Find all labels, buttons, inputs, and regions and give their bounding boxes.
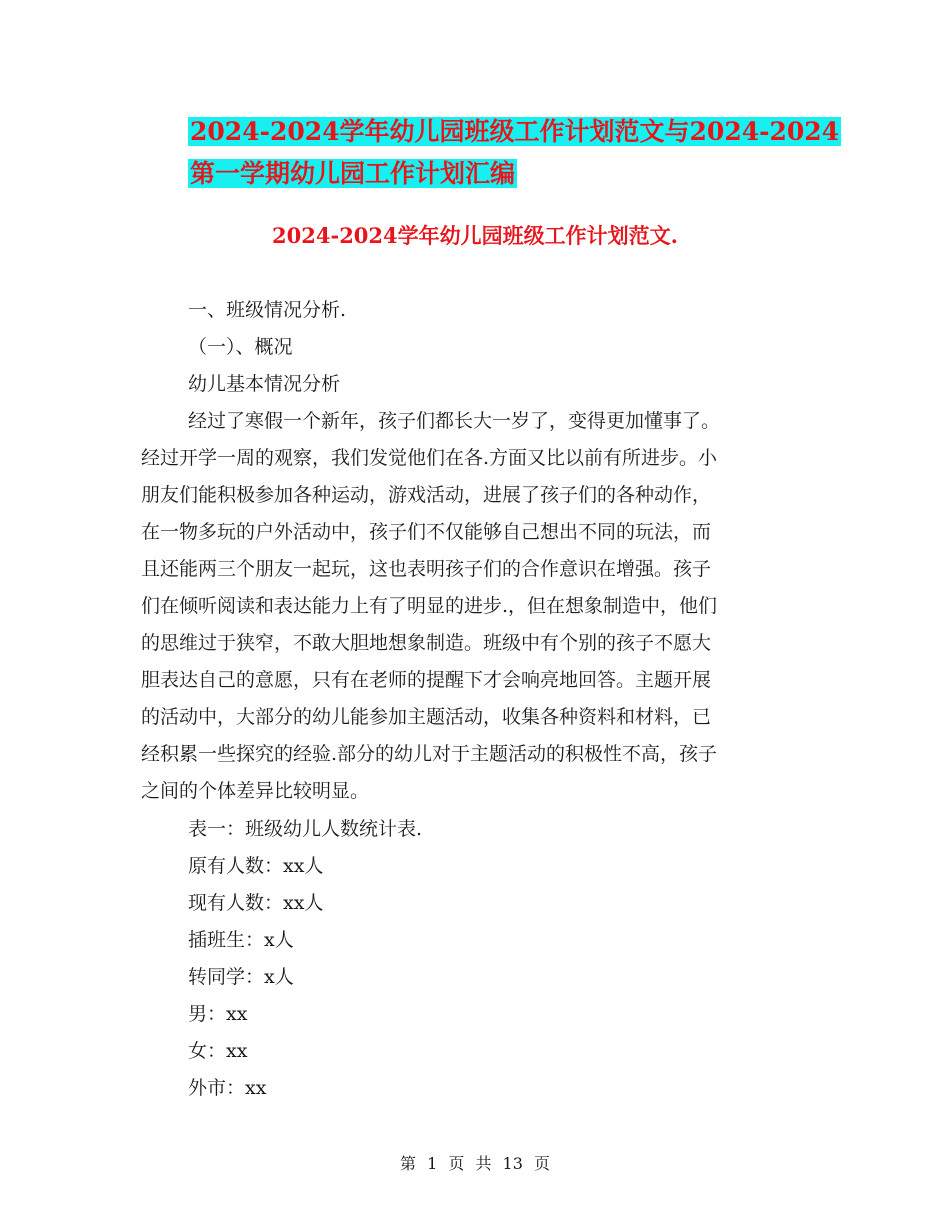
title-highlight-1: 2024-2024学年幼儿园班级工作计划范文与2024-2024	[190, 117, 840, 146]
stat-transfer-out: 转同学：x人	[188, 966, 294, 988]
paragraph-line: 胆表达自己的意愿，只有在老师的提醒下才会响亮地回答。主题开展	[141, 669, 712, 691]
stat-current-count: 现有人数：xx人	[188, 892, 324, 914]
heading-child-analysis: 幼儿基本情况分析	[188, 373, 341, 395]
paragraph-line: 们在倾听阅读和表达能力上有了明显的进步.，但在想象制造中，他们	[141, 595, 718, 617]
section-title: 2024-2024学年幼儿园班级工作计划范文.	[272, 223, 678, 248]
heading-class-analysis: 一、班级情况分析.	[188, 299, 347, 321]
stat-transfer-in: 插班生：x人	[188, 929, 294, 951]
paragraph-line: 经积累一些探究的经验.部分的幼儿对于主题活动的积极性不高，孩子	[141, 743, 718, 765]
heading-overview: （一）、概况	[188, 336, 293, 358]
paragraph-line: 经过了寒假一个新年，孩子们都长大一岁了，变得更加懂事了。	[188, 410, 721, 432]
paragraph-line: 的活动中，大部分的幼儿能参加主题活动，收集各种资料和材料，已	[141, 706, 712, 728]
document-title-line-2	[188, 157, 517, 191]
paragraph-line: 的思维过于狭窄，不敢大胆地想象制造。班级中有个别的孩子不愿大	[141, 632, 712, 654]
stats-table-title: 表一：班级幼儿人数统计表.	[188, 818, 423, 840]
stat-original-count: 原有人数：xx人	[188, 855, 324, 877]
stat-out-of-city: 外市：xx	[188, 1077, 267, 1099]
paragraph-line: 经过开学一周的观察，我们发觉他们在各.方面又比以前有所进步。小	[141, 447, 718, 469]
stat-girls: 女：xx	[188, 1040, 248, 1062]
paragraph-line: 之间的个体差异比较明显。	[141, 780, 370, 802]
document-title-line-1	[188, 115, 841, 149]
paragraph-line: 在一物多玩的户外活动中，孩子们不仅能够自己想出不同的玩法，而	[141, 521, 712, 543]
page-footer: 第 1 页 共 13 页	[400, 1154, 550, 1173]
stat-boys: 男：xx	[188, 1003, 248, 1025]
paragraph-line: 朋友们能积极参加各种运动，游戏活动，进展了孩子们的各种动作，	[141, 484, 712, 506]
paragraph-line: 且还能两三个朋友一起玩，这也表明孩子们的合作意识在增强。孩子	[141, 558, 712, 580]
title-highlight-2: 第一学期幼儿园工作计划汇编	[190, 159, 516, 188]
